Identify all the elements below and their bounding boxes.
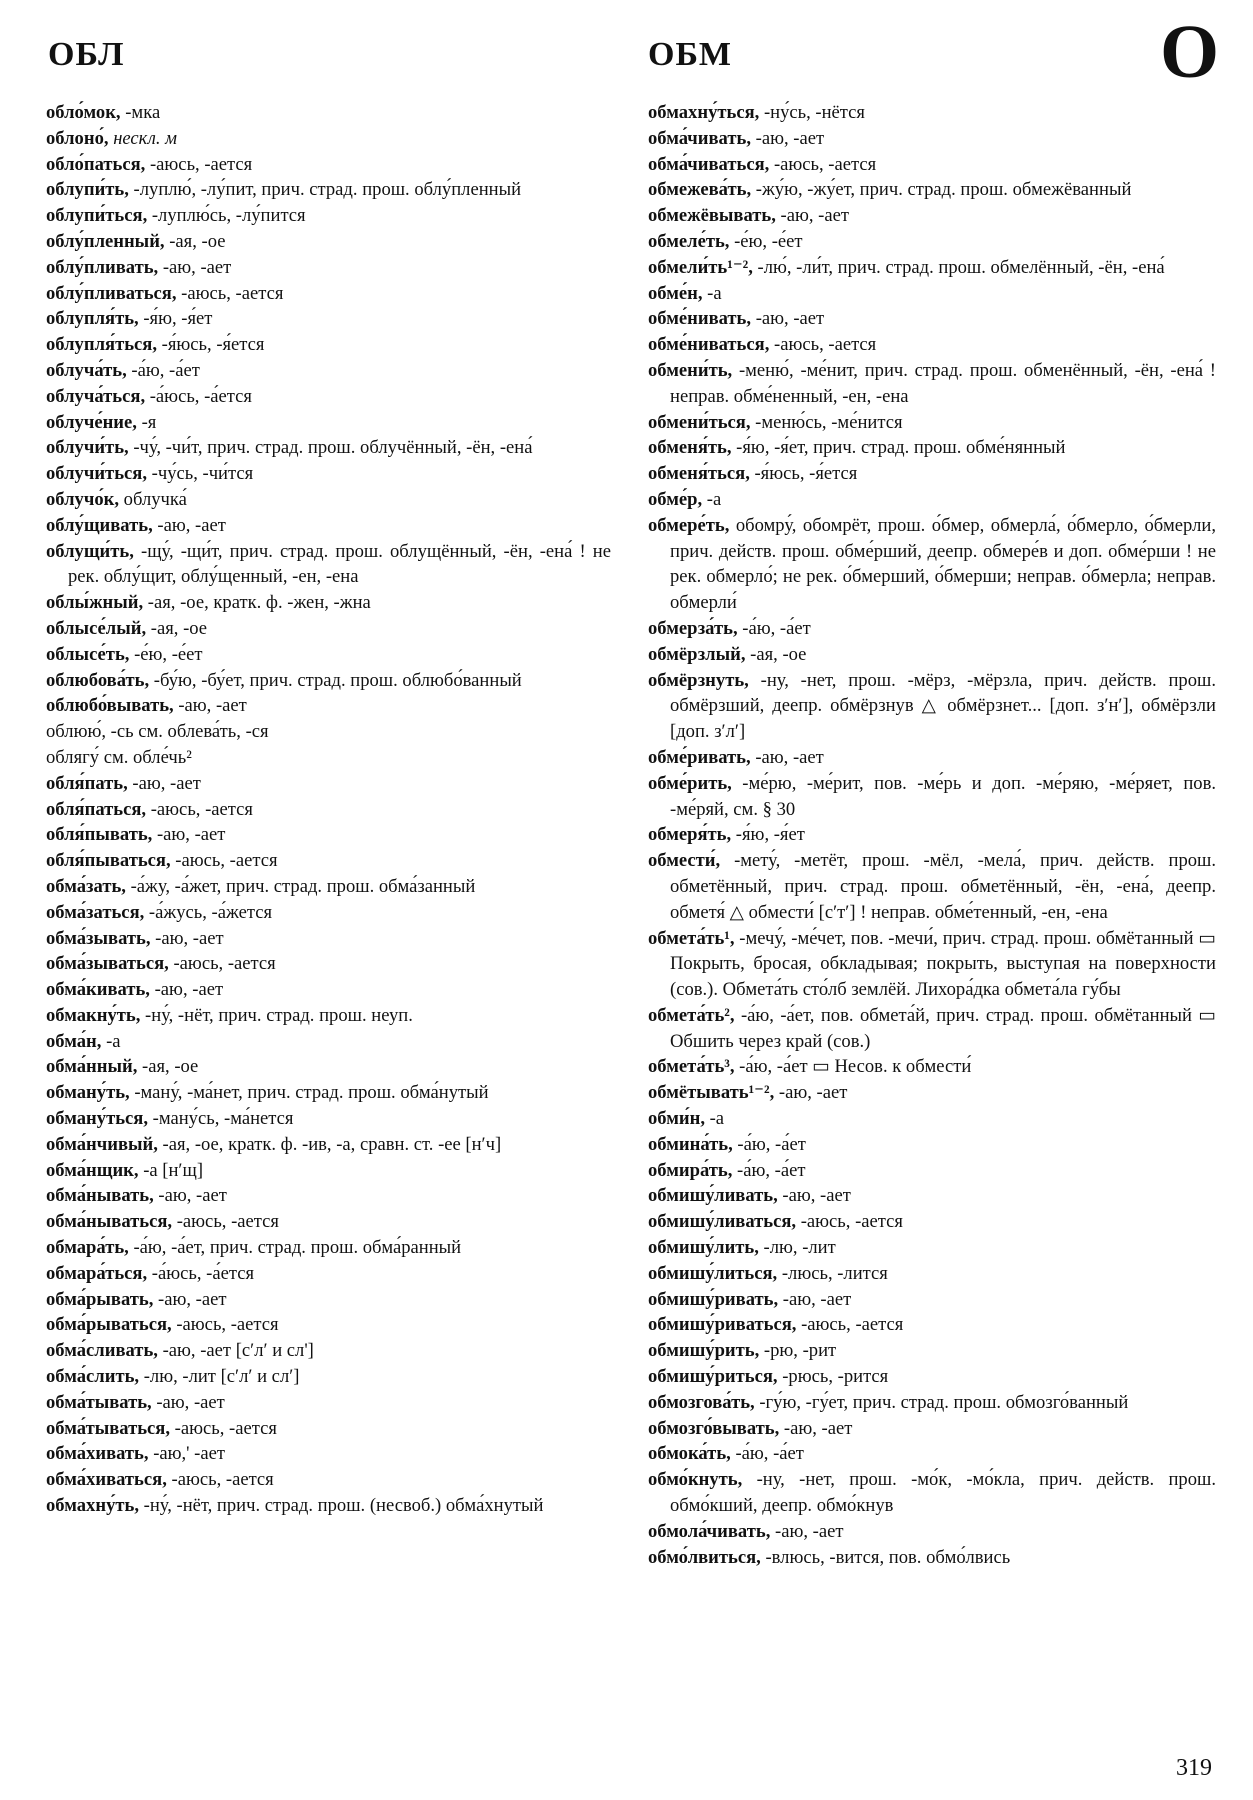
dictionary-entry [46, 1209, 611, 1235]
entry-text: -аю, -ает [150, 927, 224, 949]
entry-text: -аю, -ает [153, 1185, 227, 1207]
entry-text: -а́ю, -а́ет [732, 1133, 806, 1155]
entry-text: -а [702, 488, 722, 510]
entry-headword: облуча́ться, [46, 385, 146, 407]
entry-headword: обмока́ть, [648, 1443, 731, 1465]
entry-headword: обля́паться, [46, 798, 147, 820]
entry-headword: обма́нывать, [46, 1185, 154, 1207]
entry-text: -аю, -ает [127, 772, 201, 794]
entry-text: -лю, -лит [758, 1237, 836, 1259]
dictionary-entry [46, 1416, 611, 1442]
entry-headword: обма́н, [46, 1030, 102, 1052]
entry-text: -аюсь, -ается [170, 1417, 277, 1439]
entry-headword: обме́н, [648, 282, 703, 304]
dictionary-entry [46, 771, 611, 797]
entry-headword: обма́заться, [46, 901, 145, 923]
dictionary-entry [46, 1183, 611, 1209]
entry-text: -мечу́, -ме́чет, пов. -мечи́, прич. страд. прош. обмётанный ▭ Покрыть, бросая, обкладывая; покрыть, выступая на поверхности (сов.). Обмета́ть сто́лб землёй. Лихора́дка обмета́ла гу́бы [670, 927, 1216, 1001]
dictionary-entry [46, 1441, 611, 1467]
entry-headword: обменя́ть, [648, 437, 732, 459]
dictionary-entry [46, 616, 611, 642]
dictionary-entry [46, 1158, 611, 1184]
entry-headword: обмётывать¹⁻², [648, 1082, 775, 1104]
entry-text: -аюсь, -ается [168, 953, 276, 975]
entry-headword: обмести́, [648, 850, 721, 872]
dictionary-entry [648, 487, 1216, 513]
dictionary-entry [46, 487, 611, 513]
dictionary-entry [648, 1132, 1216, 1158]
entry-text: -жу́ю, -жу́ет, прич. страд. прош. обмежёванный [751, 179, 1132, 201]
entry-text: -е́ю, -е́ет [129, 643, 203, 665]
dictionary-entry [648, 410, 1216, 436]
dictionary-entry [648, 229, 1216, 255]
entry-headword: обмара́ться, [46, 1262, 148, 1284]
entry-text: -мету́, -метёт, прош. -мёл, -мела́, прич. действ. прош. обметённый, прич. страд. прош. обметённый, -ён, -ена́, деепр. обметя́ △ обмести́ [сʹтʹ] ! неправ. обме́тенный, -ен, -ена [670, 850, 1216, 923]
dictionary-entry [46, 384, 611, 410]
entry-headword: обмишу́литься, [648, 1262, 778, 1284]
entry-headword: обмо́лвиться, [648, 1546, 761, 1568]
entry-headword: облупля́ть, [46, 308, 139, 330]
entry-text: -а́ю, -а́ет ▭ Несов. к обмести́ [734, 1056, 972, 1078]
entry-text: -а́ю, -а́ет [732, 1159, 806, 1181]
entry-headword: обма́нчивый, [46, 1133, 158, 1155]
entry-text: -а [нʹщ] [138, 1159, 204, 1181]
dictionary-entry [46, 306, 611, 332]
dictionary-entry [46, 797, 611, 823]
entry-headword: обмола́чивать, [648, 1520, 771, 1542]
entry-text: -лю́, -ли́т, прич. страд. прош. обмелённый, -ён, -ена́ [752, 256, 1165, 278]
entry-text: -аюсь, -ается [145, 153, 253, 175]
entry-text: -аю, -ает [152, 824, 226, 846]
dictionary-entry [648, 100, 1216, 126]
section-letter: О [1160, 10, 1220, 94]
entry-text: -аю, -ает [750, 127, 825, 149]
entry-text: -а́ю, -а́ет, прич. страд. прош. обма́ранный [128, 1237, 462, 1259]
dictionary-entry [46, 513, 611, 539]
dictionary-entry [648, 461, 1216, 487]
entry-text: -аю, -ает [777, 1185, 851, 1207]
entry-headword: обма́зывать, [46, 927, 151, 949]
dictionary-entry [46, 900, 611, 926]
entry-text: -ману́, -ма́нет, прич. страд. прош. обма́нутый [129, 1082, 489, 1104]
dictionary-entry [46, 1312, 611, 1338]
dictionary-entry [648, 306, 1216, 332]
entry-text: -а [702, 282, 722, 304]
entry-text: -аюсь, -ается [146, 798, 253, 820]
running-head-left: ОБЛ [48, 36, 125, 73]
dictionary-entry [648, 1519, 1216, 1545]
entry-text: -я [136, 411, 157, 433]
dictionary-entry [648, 1287, 1216, 1313]
dictionary-entry [46, 229, 611, 255]
dictionary-entry [46, 332, 611, 358]
dictionary-entry [46, 152, 611, 178]
entry-headword: обмере́ть, [648, 514, 730, 536]
entry-headword: обмишу́ривать, [648, 1288, 779, 1310]
dictionary-entry [648, 126, 1216, 152]
dictionary-entry [46, 745, 611, 771]
entry-headword: обмозгова́ть, [648, 1391, 755, 1413]
entry-text: -аю,' -ает [148, 1443, 226, 1465]
entry-headword: обмара́ть, [46, 1237, 129, 1259]
entry-headword: обма́зываться, [46, 953, 169, 975]
entry-text: -рю, -рит [759, 1340, 837, 1362]
entry-headword: обло́мок, [46, 102, 121, 123]
entry-text: -аю, -ает [779, 1417, 853, 1439]
entry-text: -аюсь, -ается [172, 1211, 279, 1233]
dictionary-entry [648, 1080, 1216, 1106]
entry-text: -аю, -ает [750, 746, 824, 768]
entry-text: -ая, -ое, кратк. ф. -жен, -жна [143, 592, 371, 614]
entry-text: -аю, -ает [778, 1288, 852, 1310]
entry-headword: обме́ривать, [648, 746, 751, 768]
entry-text: облюю́, -сь см. облева́ть, -ся [46, 721, 269, 743]
entry-text: -аю, -ает [сʹлʹ и сл'] [157, 1340, 314, 1362]
dictionary-entry [648, 281, 1216, 307]
entry-text: -ая, -ое [146, 617, 208, 639]
entry-headword: облущи́ть, [46, 540, 134, 562]
entry-text: -аюсь, -ается [769, 153, 877, 175]
entry-text: -ая, -ое [164, 230, 226, 252]
entry-headword: обмета́ть¹, [648, 927, 735, 949]
entry-text: -ме́рю, -ме́рит, пов. -ме́рь и доп. -ме́ряю, -ме́ряет, пов. -ме́ряй, см. § 30 [670, 772, 1216, 820]
dictionary-entry [648, 848, 1216, 925]
entry-text: -а́жусь, -а́жется [144, 901, 273, 923]
dictionary-entry [46, 1390, 611, 1416]
dictionary-entry [46, 1493, 611, 1519]
entry-headword: обма́хивать, [46, 1443, 149, 1465]
entry-headword: обма́слить, [46, 1366, 140, 1388]
entry-headword: обма́чиваться, [648, 153, 770, 175]
dictionary-entry [46, 590, 611, 616]
entry-headword: обло́паться, [46, 153, 146, 175]
entry-text: -а́юсь, -а́ется [147, 1262, 255, 1284]
entry-headword: обмакну́ть, [46, 1004, 141, 1026]
dictionary-entry [648, 152, 1216, 178]
entry-text: -я́ю, -я́ет [731, 824, 805, 846]
dictionary-entry [46, 1080, 611, 1106]
dictionary-entry [46, 255, 611, 281]
dictionary-entry [648, 1106, 1216, 1132]
entry-text: -а́ю, -а́ет [126, 359, 200, 381]
entry-text: -аю, -ает [158, 256, 232, 278]
entry-text: -аю, -ает [774, 1082, 848, 1104]
entry-headword: обма́тываться, [46, 1417, 171, 1439]
entry-text: -меню́сь, -ме́нится [750, 411, 903, 433]
entry-headword: обмени́ть, [648, 359, 733, 381]
entry-headword: обмели́ть¹⁻², [648, 256, 753, 278]
entry-text: -аю, -ает [153, 1288, 227, 1310]
dictionary-entry [46, 719, 611, 745]
entry-text: -лю, -лит [сʹлʹ и слʹ] [139, 1366, 300, 1388]
entry-headword: обма́сливать, [46, 1340, 158, 1362]
dictionary-entry [648, 1467, 1216, 1519]
entry-headword: обмежева́ть, [648, 179, 752, 201]
dictionary-entry [46, 1261, 611, 1287]
entry-text: -ману́сь, -ма́нется [148, 1108, 294, 1130]
dictionary-entry [46, 977, 611, 1003]
entry-headword: облу́щивать, [46, 514, 153, 536]
entry-text: -а́ю, -а́ет [730, 1443, 804, 1465]
dictionary-entry [46, 693, 611, 719]
dictionary-entry [46, 1235, 611, 1261]
dictionary-entry [648, 822, 1216, 848]
dictionary-entry [46, 1106, 611, 1132]
entry-headword: облысе́лый, [46, 617, 147, 639]
entry-headword: обма́зать, [46, 875, 126, 897]
entry-headword: обмо́кнуть, [648, 1469, 743, 1491]
dictionary-entry [46, 1338, 611, 1364]
dictionary-entry [648, 1209, 1216, 1235]
entry-headword: облупи́ться, [46, 205, 148, 227]
dictionary-entry [648, 1003, 1216, 1055]
entry-headword: обмерза́ть, [648, 617, 738, 639]
entry-text: -аю, -ает [775, 205, 850, 227]
dictionary-entry [648, 926, 1216, 1003]
entry-text: -ну́, -нёт, прич. страд. прош. (несвоб.) обма́хнутый [138, 1495, 544, 1517]
entry-headword: обмета́ть², [648, 1004, 735, 1026]
entry-text: -аю, -ает [173, 695, 247, 717]
dictionary-entry [46, 926, 611, 952]
entry-headword: обмишу́рить, [648, 1340, 760, 1362]
entry-headword: обма́нываться, [46, 1211, 173, 1233]
entry-headword: обмишу́риваться, [648, 1314, 797, 1336]
dictionary-entry [648, 1312, 1216, 1338]
entry-headword: обмишу́риться, [648, 1366, 778, 1388]
dictionary-entry [648, 177, 1216, 203]
dictionary-entry [648, 771, 1216, 823]
dictionary-entry [648, 1390, 1216, 1416]
entry-headword: обме́нивать, [648, 308, 752, 330]
entry-text: -меню́, -ме́нит, прич. страд. прош. обменённый, -ён, -ена́ ! неправ. обме́ненный, -ен, -ена [670, 359, 1216, 407]
entry-headword: облу́пливать, [46, 256, 159, 278]
entry-headword: обмишу́ливаться, [648, 1211, 797, 1233]
entry-headword: обмозго́вывать, [648, 1417, 780, 1439]
entry-text: -аюсь, -ается [171, 1314, 279, 1336]
entry-text: -ая, -ое [137, 1056, 199, 1078]
entry-headword: обмёрзлый, [648, 643, 746, 665]
entry-headword: обма́рывать, [46, 1288, 154, 1310]
entry-headword: обмишу́ливать, [648, 1185, 778, 1207]
dictionary-entry [648, 1416, 1216, 1442]
entry-headword: обми́н, [648, 1108, 705, 1130]
dictionary-entry [46, 1287, 611, 1313]
dictionary-entry [648, 616, 1216, 642]
entry-headword: облупля́ться, [46, 334, 157, 356]
dictionary-entry [46, 435, 611, 461]
entry-headword: обмахну́ться, [648, 102, 760, 123]
entry-text: -а [704, 1108, 725, 1130]
entry-headword: обмишу́лить, [648, 1237, 759, 1259]
entry-text: -аюсь, -ается [166, 1469, 274, 1491]
dictionary-entry [648, 642, 1216, 668]
entry-headword: обмета́ть³, [648, 1056, 735, 1078]
entry-headword: облоно́, [46, 127, 109, 149]
dictionary-entry [46, 874, 611, 900]
entry-headword: обма́хиваться, [46, 1469, 167, 1491]
right-column [648, 100, 1216, 1570]
dictionary-entry [46, 410, 611, 436]
entry-text: облучка́ [119, 488, 187, 510]
entry-text: -мка [120, 102, 161, 123]
dictionary-entry [648, 1441, 1216, 1467]
entry-headword: облу́пливаться, [46, 282, 177, 304]
dictionary-entry [648, 1235, 1216, 1261]
entry-headword: обля́пать, [46, 772, 128, 794]
entry-headword: обмеле́ть, [648, 230, 730, 252]
dictionary-entry [46, 126, 611, 152]
dictionary-entry [46, 177, 611, 203]
dictionary-entry [46, 1003, 611, 1029]
entry-headword: облюбова́ть, [46, 669, 150, 691]
left-column [46, 100, 611, 1519]
entry-text: -аю, -ает [152, 514, 226, 536]
entry-text: -я́ю, -я́ет, прич. страд. прош. обме́нянный [731, 437, 1066, 459]
dictionary-entry [46, 1132, 611, 1158]
entry-text: -аюсь, -ается [170, 850, 278, 872]
entry-headword: облу́пленный, [46, 230, 165, 252]
entry-headword: обмеря́ть, [648, 824, 732, 846]
entry-text: обомру́, обомрёт, прош. о́бмер, обмерла́, о́бмерло, о́бмерли, прич. действ. прош. обме́рший, деепр. обмере́в и доп. обме́рши ! не рек. обмерло́; не рек. о́бмерший, о́бмерши; неправ. о́бмерла; неправ. обмерли́ [670, 514, 1216, 614]
entry-headword: обма́чивать, [648, 127, 751, 149]
entry-text: -я́юсь, -я́ется [157, 334, 265, 356]
entry-headword: облуче́ние, [46, 411, 137, 433]
entry-text: -а́юсь, -а́ется [145, 385, 252, 407]
dictionary-entry [648, 435, 1216, 461]
entry-headword: обмахну́ть, [46, 1495, 139, 1517]
dictionary-entry [46, 848, 611, 874]
entry-text: -чу́сь, -чи́тся [147, 463, 254, 485]
entry-headword: обля́пывать, [46, 824, 153, 846]
entry-text: -ая, -ое, кратк. ф. -ив, -а, сравн. ст. -ее [нʹч] [157, 1133, 502, 1155]
dictionary-entry [648, 1261, 1216, 1287]
dictionary-entry [46, 358, 611, 384]
entry-text: -гу́ю, -гу́ет, прич. страд. прош. обмозго́ванный [754, 1391, 1129, 1413]
entry-headword: обману́ться, [46, 1108, 148, 1130]
entry-text: -аю, -ает [770, 1520, 844, 1542]
dictionary-entry [46, 1029, 611, 1055]
entry-text: -е́ю, -е́ет [729, 230, 803, 252]
entry-text: -люсь, -лится [777, 1262, 888, 1284]
dictionary-entry [648, 332, 1216, 358]
dictionary-entry [46, 100, 611, 126]
entry-text: -а́ю, -а́ет, пов. обмета́й, прич. страд. прош. обмётанный ▭ Обшить через край (сов.) [670, 1004, 1216, 1052]
entry-grammar-mark: нескл. м [113, 127, 178, 149]
entry-text: -бу́ю, -бу́ет, прич. страд. прош. облюбо́ванный [149, 669, 522, 691]
dictionary-entry [46, 822, 611, 848]
entry-headword: обмёрзнуть, [648, 669, 749, 691]
entry-text: -чу́, -чи́т, прич. страд. прош. облучённый, -ён, -ена́ [128, 437, 533, 459]
dictionary-entry [648, 1545, 1216, 1571]
dictionary-entry [46, 281, 611, 307]
entry-text: -аю, -ает [151, 1391, 225, 1413]
dictionary-entry [648, 745, 1216, 771]
entry-headword: обма́тывать, [46, 1391, 152, 1413]
entry-text: облягу́ см. обле́чь² [46, 746, 192, 768]
entry-text: -я́ю, -я́ет [138, 308, 213, 330]
entry-headword: облысе́ть, [46, 643, 130, 665]
entry-text: -щу́, -щи́т, прич. страд. прош. облущённый, -ён, -ена́ ! не рек. облу́щит, облу́щенный, -ен, -ена [68, 540, 611, 588]
entry-headword: облупи́ть, [46, 179, 129, 201]
dictionary-entry [46, 1364, 611, 1390]
entry-headword: обма́нный, [46, 1056, 138, 1078]
entry-text: -аюсь, -ается [176, 282, 284, 304]
dictionary-entry [46, 1467, 611, 1493]
running-head-right: ОБМ [648, 36, 733, 73]
entry-text: -я́юсь, -я́ется [749, 463, 858, 485]
dictionary-entry [648, 255, 1216, 281]
entry-text: -луплю́сь, -лу́пится [147, 205, 306, 227]
entry-text: -влюсь, -вится, пов. обмо́лвись [760, 1546, 1011, 1568]
dictionary-entry [46, 642, 611, 668]
dictionary-entry [648, 1183, 1216, 1209]
entry-headword: обмира́ть, [648, 1159, 733, 1181]
entry-headword: обма́кивать, [46, 979, 150, 1001]
dictionary-entry [648, 1364, 1216, 1390]
entry-headword: обме́рить, [648, 772, 732, 794]
dictionary-entry [648, 358, 1216, 410]
dictionary-entry [648, 513, 1216, 616]
entry-text: -а [101, 1030, 121, 1052]
entry-headword: облучи́ть, [46, 437, 129, 459]
dictionary-entry [46, 668, 611, 694]
entry-text: -рюсь, -рится [777, 1366, 889, 1388]
dictionary-entry [648, 668, 1216, 745]
entry-headword: облуча́ть, [46, 359, 127, 381]
entry-headword: обмежёвывать, [648, 205, 776, 227]
dictionary-entry [648, 1338, 1216, 1364]
dictionary-entry [46, 203, 611, 229]
entry-text: -аюсь, -ается [796, 1211, 903, 1233]
entry-text: -ая, -ое [745, 643, 807, 665]
entry-text: -аю, -ает [149, 979, 224, 1001]
entry-headword: обля́пываться, [46, 850, 171, 872]
entry-headword: облучо́к, [46, 488, 120, 510]
entry-text: -аюсь, -ается [769, 334, 877, 356]
entry-headword: обмени́ться, [648, 411, 751, 433]
dictionary-entry [46, 539, 611, 591]
entry-headword: обма́рываться, [46, 1314, 172, 1336]
dictionary-entry [648, 203, 1216, 229]
entry-headword: обма́нщик, [46, 1159, 139, 1181]
entry-headword: облы́жный, [46, 592, 144, 614]
entry-headword: облучи́ться, [46, 463, 147, 485]
entry-text: -аюсь, -ается [796, 1314, 904, 1336]
entry-text: -ну́сь, -нётся [759, 102, 865, 123]
dictionary-entry [46, 951, 611, 977]
entry-headword: обману́ть, [46, 1082, 130, 1104]
entry-headword: обмина́ть, [648, 1133, 733, 1155]
entry-text: -аю, -ает [751, 308, 825, 330]
dictionary-entry [648, 1158, 1216, 1184]
entry-headword: облюбо́вывать, [46, 695, 174, 717]
entry-text: -а́жу, -а́жет, прич. страд. прош. обма́занный [125, 875, 476, 897]
entry-text: -а́ю, -а́ет [737, 617, 811, 639]
dictionary-entry [648, 1054, 1216, 1080]
entry-text: -ну́, -нёт, прич. страд. прош. неуп. [140, 1004, 413, 1026]
dictionary-entry [46, 1054, 611, 1080]
page-number: 319 [1176, 1755, 1212, 1781]
entry-text: -луплю́, -лу́пит, прич. страд. прош. облу́пленный [128, 179, 522, 201]
entry-headword: обме́ниваться, [648, 334, 770, 356]
dictionary-entry [46, 461, 611, 487]
entry-text: -ну, -нет, прош. -мо́к, -мо́кла, прич. действ. прош. обмо́кший, деепр. обмо́кнув [670, 1469, 1216, 1517]
entry-headword: обменя́ться, [648, 463, 750, 485]
entry-headword: обме́р, [648, 488, 703, 510]
entry-text: -ну, -нет, прош. -мёрз, -мёрзла, прич. действ. прош. обмёрзший, деепр. обмёрзнув △ обмёрзнет... [доп. зʹнʹ], обмёрзли [доп. зʹлʹ] [670, 669, 1216, 743]
